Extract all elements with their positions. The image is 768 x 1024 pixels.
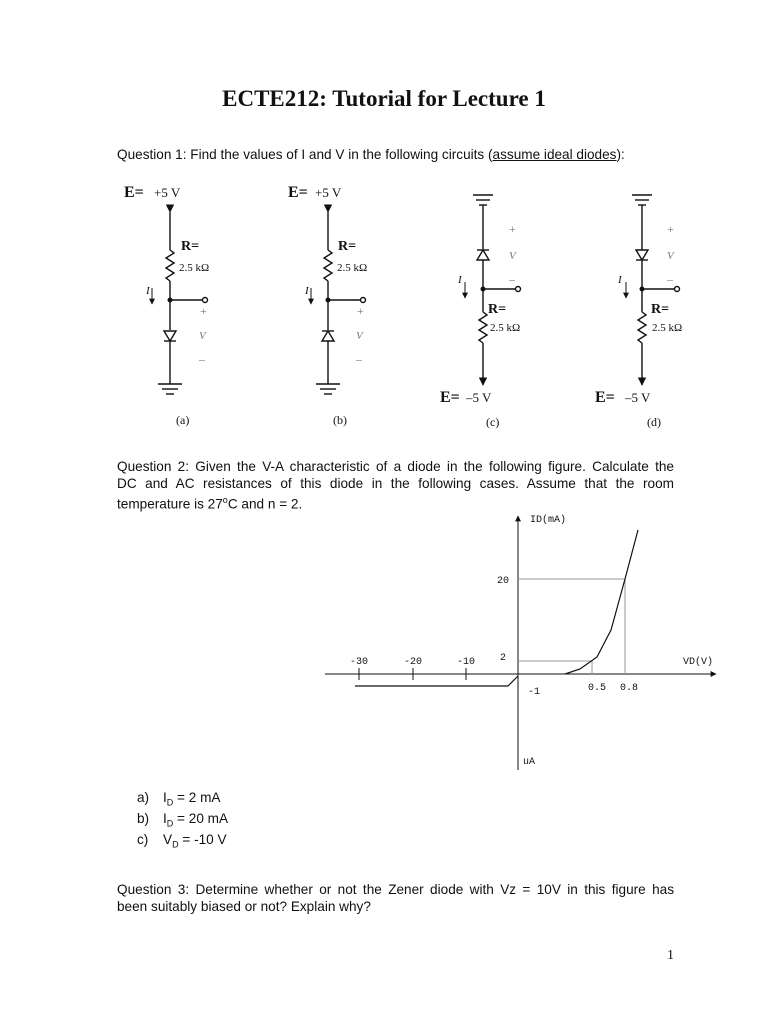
question-2 [117, 458, 674, 513]
tick-20: 20 [497, 576, 510, 587]
cases-list [137, 790, 228, 854]
caption: (b) [333, 413, 347, 427]
diode [636, 250, 648, 260]
v-minus: – [667, 272, 673, 286]
list-item [137, 790, 228, 811]
forward-characteristic [565, 530, 638, 674]
resistor-label: R= [488, 302, 507, 317]
question-1-suffix: ): [616, 147, 625, 162]
source-value: +5 V [315, 185, 342, 200]
resistor [324, 250, 332, 281]
case-text: $I_D = 2$ mA [163, 790, 221, 808]
list-item [137, 832, 228, 853]
diode-reversed [322, 331, 334, 341]
circuit-d [595, 195, 682, 429]
page-number: 1 [667, 948, 674, 963]
resistor-label: R= [181, 239, 200, 254]
resistor-label: R= [651, 302, 670, 317]
question-2-line-3-text: temperature is 27 [117, 496, 223, 512]
resistor [479, 312, 487, 343]
v-plus: + [667, 222, 674, 236]
source-label: E= [124, 184, 144, 201]
source-label: E= [440, 389, 460, 406]
question-3 [117, 881, 674, 915]
tick-neg30: -30 [350, 657, 369, 668]
resistor-value: 2.5 kΩ [652, 322, 683, 334]
diode-reversed [477, 250, 489, 260]
page-title: ECTE212: Tutorial for Lecture 1 [222, 86, 546, 111]
circuit-b [288, 184, 367, 427]
x-axis-label: VD(V) [683, 657, 714, 668]
question-1-text: Question 1: Find the values of I and V in the following circuits ( [117, 147, 493, 162]
y-negative-label: uA [523, 757, 536, 768]
tick-neg1: -1 [528, 687, 541, 698]
source-value: –5 V [625, 390, 651, 405]
v-plus: + [200, 304, 207, 318]
circuit-a [124, 184, 209, 427]
question-2-line-1: Question 2: Given the V-A characteristic of a diode in the following figure. Calculate the [117, 459, 674, 474]
v-minus: – [509, 272, 515, 286]
v-label: V [356, 330, 363, 342]
resistor [166, 250, 174, 281]
caption: (c) [486, 415, 500, 429]
caption: (a) [176, 413, 190, 427]
question-2-line-3 [117, 492, 674, 513]
case-text: $V_D = -10$ V [163, 832, 227, 851]
v-label: V [667, 250, 674, 262]
resistor-value: 2.5 kΩ [337, 262, 368, 274]
current-label: I [458, 274, 462, 286]
source-value: –5 V [466, 390, 492, 405]
tick-0.5: 0.5 [588, 683, 607, 694]
current-label: I [305, 285, 309, 297]
caption: (d) [647, 415, 661, 429]
tick-0.8: 0.8 [620, 683, 639, 694]
degree-superscript: o [222, 495, 228, 505]
current-label: I [146, 285, 150, 297]
resistor-label: R= [338, 239, 357, 254]
current-label: I [618, 274, 622, 286]
tick-neg10: -10 [457, 657, 476, 668]
reverse-characteristic [355, 676, 518, 686]
question-3-line-2: been suitably biased or not? Explain why? [117, 899, 371, 914]
source-value: +5 V [154, 185, 181, 200]
resistor [638, 312, 646, 343]
case-label: c) [137, 832, 149, 848]
v-minus: – [356, 352, 362, 366]
v-label: V [509, 250, 516, 262]
question-1-underlined: assume ideal diodes [492, 147, 617, 162]
list-item [137, 811, 228, 832]
resistor-value: 2.5 kΩ [179, 262, 210, 274]
tick-neg20: -20 [404, 657, 423, 668]
v-label: V [199, 330, 206, 342]
source-label: E= [595, 389, 615, 406]
question-3-line-1: Question 3: Determine whether or not the Zener diode with Vz = 10V in this figure has [117, 882, 674, 897]
question-2-line-2: DC and AC resistances of this diode in the following cases. Assume that the room [117, 476, 674, 491]
diode [164, 331, 176, 341]
v-plus: + [357, 304, 364, 318]
case-label: a) [137, 790, 150, 805]
tick-2: 2 [500, 653, 507, 664]
question-2-line-3-end: C and n = 2. [227, 496, 303, 512]
v-plus: + [509, 222, 516, 236]
y-axis-label: ID(mA) [530, 515, 567, 526]
source-label: E= [288, 184, 308, 201]
va-characteristic-graph [325, 514, 716, 770]
v-minus: – [199, 352, 205, 366]
case-label: b) [137, 811, 150, 827]
resistor-value: 2.5 kΩ [490, 322, 521, 334]
circuit-c [440, 195, 521, 429]
case-text: $I_D = 20$ mA [163, 811, 229, 829]
